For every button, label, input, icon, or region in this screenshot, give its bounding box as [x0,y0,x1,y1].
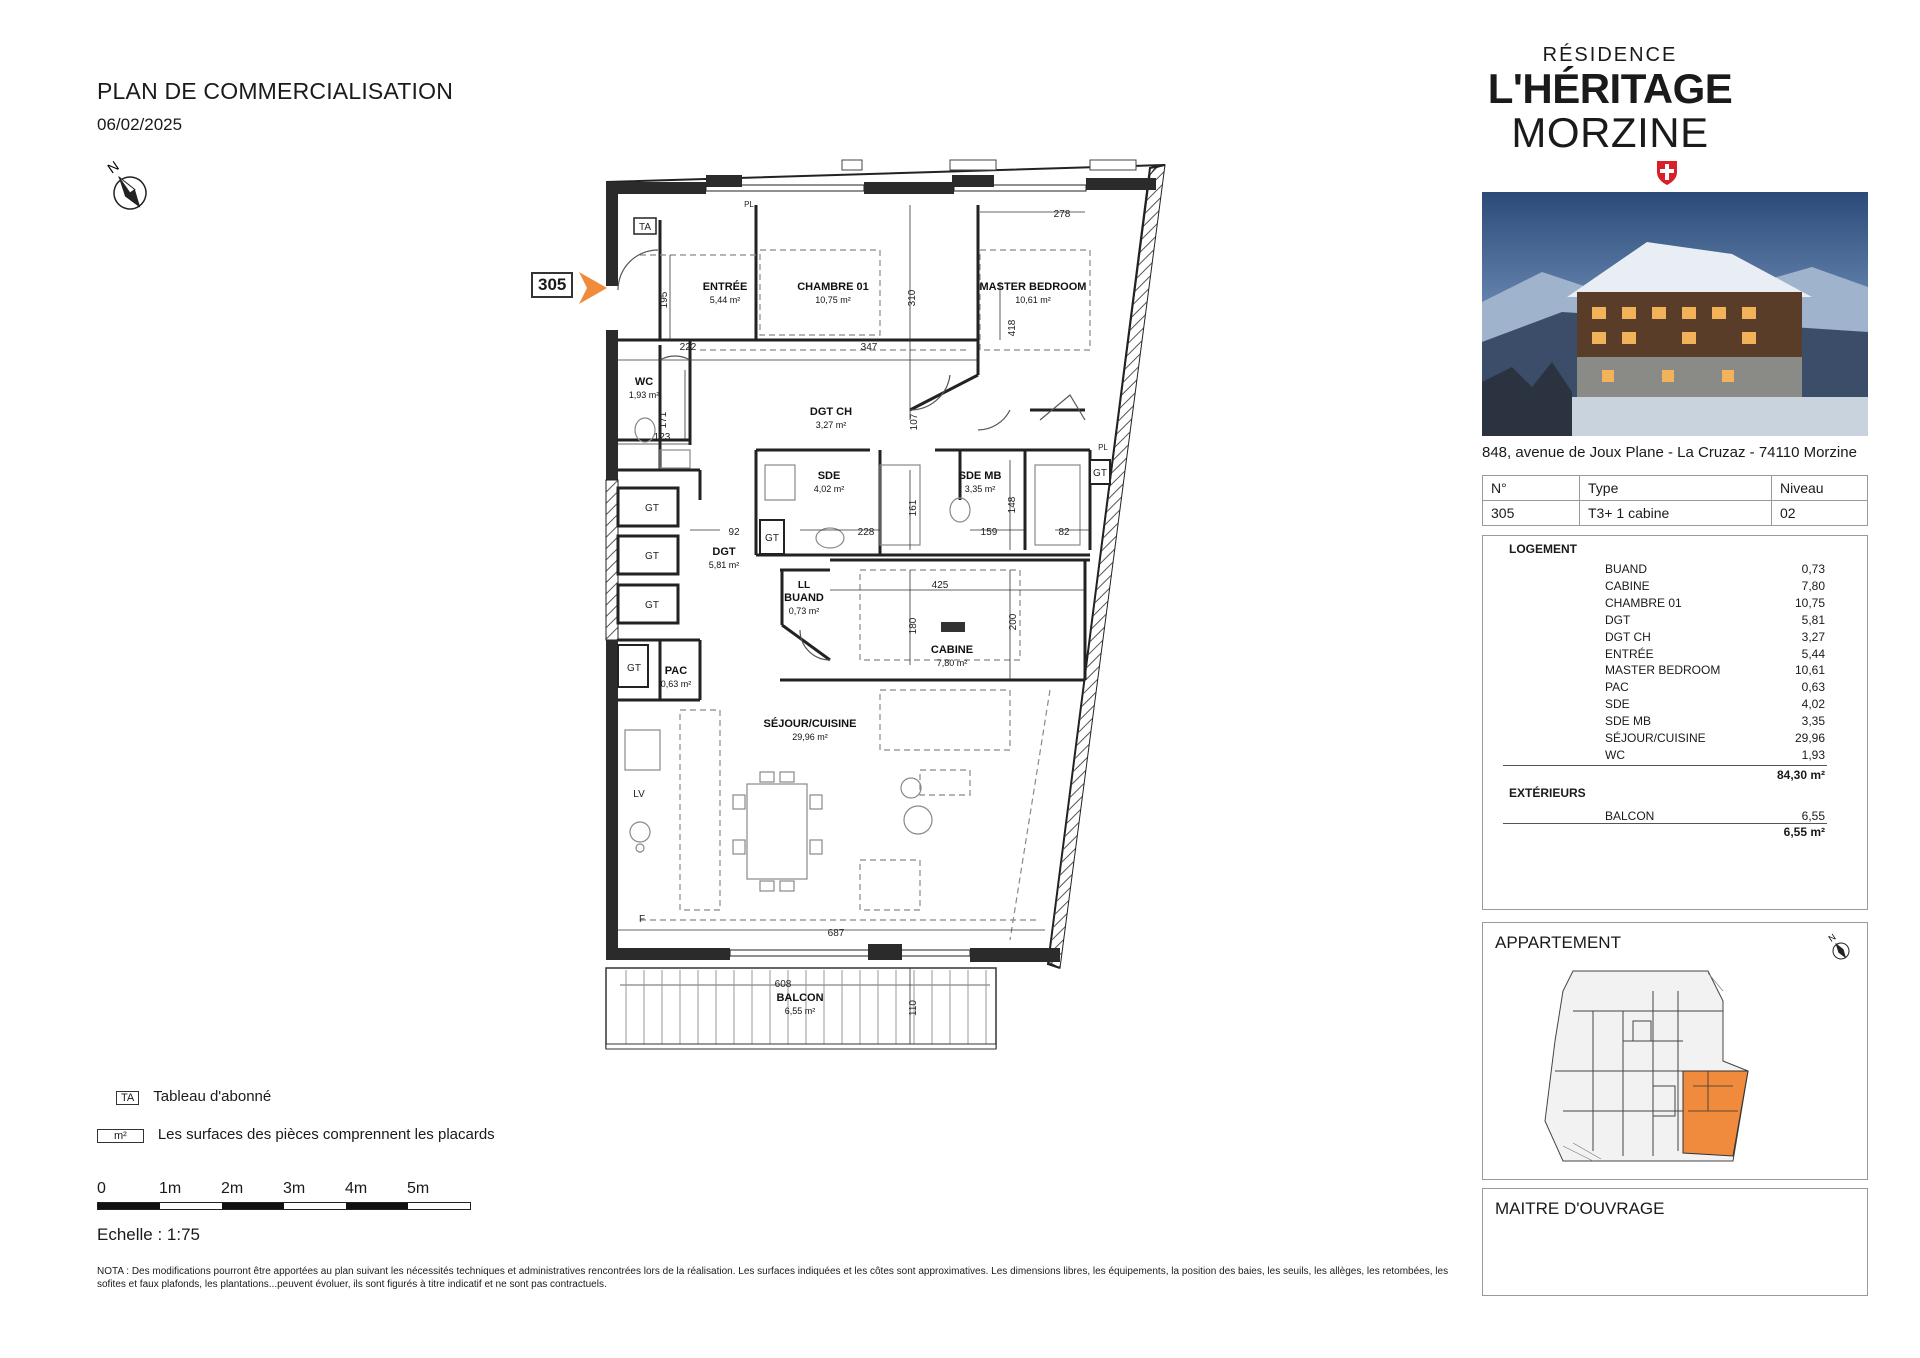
surface-row-label: CHAMBRE 01 [1605,595,1682,610]
room-area: 4,02 m² [813,484,845,494]
svg-text:GT: GT [645,600,659,611]
col-header-number: N° [1483,476,1580,501]
scale-tick-label: 5m [407,1180,430,1197]
brand-prefix: RÉSIDENCE [1542,44,1678,66]
svg-text:278: 278 [1053,209,1071,220]
room-area: 5,81 m² [708,560,740,570]
surface-row-label: CABINE [1605,578,1650,593]
surface-row-value: 29,96 [1794,731,1825,745]
svg-text:687: 687 [827,928,845,939]
brand-town: MORZINE [1511,109,1709,156]
logement-heading: LOGEMENT [1509,542,1577,556]
svg-text:425: 425 [931,580,949,591]
cell-type: T3+ 1 cabine [1580,501,1772,526]
surface-row-label: WC [1605,747,1625,762]
svg-text:161: 161 [908,499,919,517]
room-area: 6,55 m² [784,1006,816,1016]
surface-row-value: 7,80 [1801,578,1825,593]
room-area: 10,75 m² [815,295,851,305]
furniture-outlines [640,250,1090,940]
room-area: 1,93 m² [628,390,660,400]
svg-text:N: N [1826,931,1838,944]
surface-row-value: 0,73 [1801,562,1825,576]
scale-ratio: Echelle : 1:75 [97,1225,201,1244]
col-header-type: Type [1580,476,1772,501]
dining-table-icon [733,772,932,891]
room-area: 29,96 m² [792,732,828,742]
room-name: SDE MB [958,470,1002,482]
svg-text:GT: GT [645,551,659,562]
room-area: 0,73 m² [788,606,820,616]
surface-row-label: MASTER BEDROOM [1605,663,1721,678]
legend-m2 [97,1126,495,1143]
interior-walls [618,205,1090,700]
unit-number-tag: 305 [531,272,573,298]
svg-text:PL: PL [1098,443,1108,452]
svg-text:159: 159 [980,527,998,538]
svg-text:GT: GT [645,503,659,514]
svg-text:107: 107 [909,413,920,431]
ext-total: 6,55 m² [1783,825,1825,839]
svg-text:N: N [104,157,122,177]
surface-row-value: 3,35 [1801,714,1825,729]
surface-row-value: 5,44 [1801,646,1825,661]
room-area: 10,61 m² [1015,295,1051,305]
surface-row-label: BUAND [1605,562,1648,576]
surface-row-label: SÉJOUR/CUISINE [1605,731,1706,745]
svg-text:GT: GT [765,533,779,544]
room-name: SÉJOUR/CUISINE [763,718,857,730]
legend-ta-code: TA [116,1091,139,1105]
svg-text:110: 110 [908,1000,919,1016]
legend-ta [116,1088,271,1105]
surface-row-value: 3,27 [1801,629,1825,644]
surface-row-value: 10,61 [1794,663,1825,678]
cell-number: 305 [1483,501,1580,526]
legend-m2-text: Les surfaces des pièces comprennent les placards [157,1126,495,1143]
room-name: MASTER BEDROOM [979,281,1087,293]
svg-text:123: 123 [653,432,671,443]
svg-text:TA: TA [638,222,652,233]
room-name: CHAMBRE 01 [797,281,869,293]
svg-text:F: F [638,914,646,925]
ext-row-label: BALCON [1605,809,1655,823]
svg-text:82: 82 [1058,527,1070,538]
appartement-label: APPARTEMENT [1495,933,1621,952]
svg-text:92: 92 [728,527,740,538]
surface-row-label: PAC [1605,680,1629,695]
svg-text:GT: GT [627,663,641,674]
surface-row-label: DGT CH [1605,629,1651,644]
svg-text:171: 171 [658,411,669,429]
surface-row-label: SDE MB [1605,714,1652,729]
exterieurs-heading: EXTÉRIEURS [1509,786,1586,800]
surface-row-value: 1,93 [1801,747,1825,762]
bathroom-fixtures [625,418,1080,852]
svg-text:LV: LV [633,789,645,800]
scale-tick-label: 4m [345,1180,368,1197]
svg-text:148: 148 [1007,496,1018,514]
room-name: LL [797,580,811,591]
dimension-lines [618,205,1090,1045]
dimension-values [654,209,1071,1016]
col-header-level: Niveau [1772,476,1868,501]
surface-row-label: DGT [1605,612,1631,627]
svg-text:228: 228 [857,527,875,538]
scale-tick-label: 0 [97,1180,106,1197]
ext-row-value: 6,55 [1801,809,1825,823]
scale-tick-label: 2m [221,1180,244,1197]
legend-ta-text: Tableau d'abonné [153,1088,272,1105]
svg-text:195: 195 [659,291,670,309]
scale-bar-track [97,1202,471,1210]
svg-text:200: 200 [1008,613,1019,631]
surface-row-label: SDE [1605,697,1630,712]
logement-total: 84,30 m² [1776,768,1825,782]
page-date: 06/02/2025 [97,115,183,134]
room-labels [629,280,1087,1016]
room-area: 5,44 m² [709,295,741,305]
address: 848, avenue de Joux Plane - La Cruzaz - 74110 Morzine [1482,444,1857,461]
room-name: DGT CH [809,406,853,418]
svg-text:222: 222 [679,342,697,353]
svg-text:608: 608 [774,979,792,990]
page-title: PLAN DE COMMERCIALISATION [97,78,454,104]
room-area: 3,35 m² [964,484,996,494]
disclaimer-note: NOTA : Des modifications pourront être apportées au plan suivant les nécessités techniques et administratives rencontrées lors de la réalisation. Les surfaces indiquées et les côtes sont approximatives. Les dimensions libres, les équipements, la position des baies, les seuils, les allèges, les retombées, les sofites et faux plafonds, les plantations...peuvent évoluer, ils sont figurés à titre indicatif et ne sont pas contractuels. [97,1266,1449,1290]
room-name: BALCON [776,992,824,1004]
door-swings [618,250,1085,660]
room-area: 7,80 m² [936,658,968,668]
scale-tick-label: 3m [283,1180,306,1197]
scale-tick-label: 1m [159,1180,182,1197]
maitre-ouvrage-label: MAITRE D'OUVRAGE [1495,1199,1665,1218]
room-name: SDE [817,470,841,482]
svg-text:310: 310 [907,289,918,307]
room-name: PAC [664,665,688,677]
svg-text:PL: PL [744,200,754,209]
cell-level: 02 [1772,501,1868,526]
svg-text:418: 418 [1007,319,1018,337]
svg-text:347: 347 [860,342,878,353]
surface-row-value: 10,75 [1794,595,1825,610]
surface-row-value: 4,02 [1801,697,1825,712]
room-area: 0,63 m² [660,679,692,689]
room-name: WC [634,376,654,388]
equipment-codes [627,200,1108,925]
svg-text:180: 180 [908,617,919,635]
surface-row-value: 0,63 [1801,680,1825,695]
room-name: DGT [712,546,736,558]
scale-bar [97,1180,477,1220]
svg-text:GT: GT [1093,468,1107,479]
room-name: ENTRÉE [702,281,748,293]
room-name: CABINE [930,644,974,656]
legend-m2-code: m² [97,1129,144,1143]
surface-row-value: 5,81 [1801,612,1825,627]
room-area: 3,27 m² [815,420,847,430]
brand-name: L'HÉRITAGE [1487,65,1733,112]
surface-row-label: ENTRÉE [1605,646,1654,661]
room-name: BUAND [784,592,824,604]
